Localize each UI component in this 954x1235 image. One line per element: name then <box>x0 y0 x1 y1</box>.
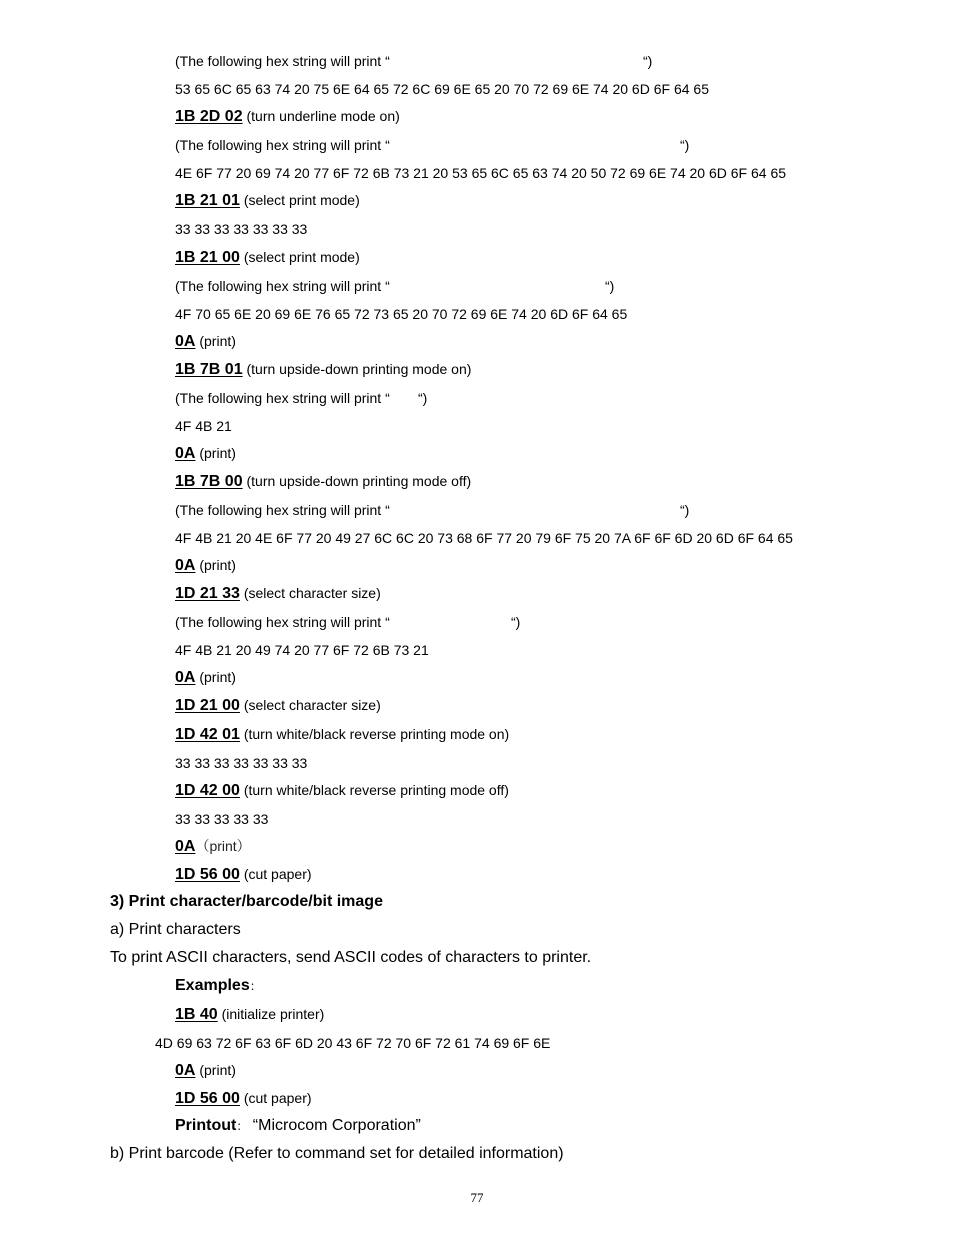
command-code: 1B 7B 00 <box>175 473 243 490</box>
command-desc: (print) <box>195 1062 236 1078</box>
hex-string: 4F 4B 21 20 4E 6F 77 20 49 27 6C 6C 20 73 68 6F 77 20 79 6F 75 20 7A 6F 6F 6D 20 6D 6F 64 65 <box>175 530 793 546</box>
note-prefix: (The following hex string will print “ <box>175 502 390 518</box>
command-line <box>175 248 360 267</box>
note-prefix: (The following hex string will print “ <box>175 137 390 153</box>
hex-string: 4F 70 65 6E 20 69 6E 76 65 72 73 65 20 70 72 69 6E 74 20 6D 6F 64 65 <box>175 306 628 322</box>
hex-string: 4E 6F 77 20 69 74 20 77 6F 72 6B 73 21 20 53 65 6C 65 63 74 20 50 72 69 6E 74 20 6D 6F 64 65 <box>175 165 787 181</box>
command-desc: (turn upside-down printing mode on) <box>242 361 472 377</box>
command-line <box>175 1061 236 1080</box>
command-code: 1B 21 01 <box>175 192 240 209</box>
command-code: 1B 2D 02 <box>175 108 243 125</box>
command-code: 1B 7B 01 <box>175 361 243 378</box>
note-suffix: “) <box>511 614 521 630</box>
command-desc: (select character size) <box>239 585 381 601</box>
command-line <box>175 444 236 463</box>
command-line <box>175 107 400 126</box>
command-desc: (turn white/black reverse printing mode off) <box>239 782 509 798</box>
command-code: 0A <box>175 669 196 686</box>
command-line <box>175 332 236 351</box>
hex-string-note <box>175 136 690 154</box>
command-line <box>175 696 381 715</box>
note-suffix: “) <box>680 137 690 153</box>
command-desc: (select character size) <box>239 697 381 713</box>
command-code: 1D 42 00 <box>175 782 240 799</box>
command-desc: (cut paper) <box>239 1090 312 1106</box>
command-code: 0A <box>175 838 196 855</box>
examples-colon: ： <box>249 979 262 993</box>
command-desc: (select print mode) <box>239 249 360 265</box>
command-line <box>175 837 251 856</box>
command-code: 1D 56 00 <box>175 866 240 883</box>
command-line <box>175 191 360 210</box>
hex-string: 53 65 6C 65 63 74 20 75 6E 64 65 72 6C 69 6E 65 20 70 72 69 6E 74 20 6D 6F 64 65 <box>175 81 709 97</box>
command-desc: (initialize printer) <box>217 1006 325 1022</box>
hex-string: 33 33 33 33 33 <box>175 811 269 827</box>
command-desc: (cut paper) <box>239 866 312 882</box>
examples-heading <box>175 977 262 995</box>
command-code: 1D 42 01 <box>175 726 240 743</box>
command-line <box>175 1005 324 1024</box>
note-prefix: (The following hex string will print “ <box>175 614 390 630</box>
subsection-a: a) Print characters <box>110 921 241 938</box>
hex-string: 4F 4B 21 20 49 74 20 77 6F 72 6B 73 21 <box>175 642 429 658</box>
command-code: 0A <box>175 1062 196 1079</box>
command-desc: (print) <box>195 333 236 349</box>
hex-string-note <box>175 277 615 295</box>
section-heading: 3) Print character/barcode/bit image <box>110 893 383 910</box>
command-line <box>175 472 471 491</box>
command-code: 0A <box>175 445 196 462</box>
command-desc: (turn upside-down printing mode off) <box>242 473 472 489</box>
command-line <box>175 556 236 575</box>
command-line <box>175 584 381 603</box>
subsection-b: b) Print barcode (Refer to command set for detailed information) <box>110 1145 564 1162</box>
note-prefix: (The following hex string will print “ <box>175 390 390 406</box>
command-line <box>175 360 471 379</box>
printout-value: “Microcom Corporation” <box>248 1117 421 1134</box>
command-desc: (print) <box>195 557 236 573</box>
note-prefix: (The following hex string will print “ <box>175 53 390 69</box>
hex-string-note <box>175 501 690 519</box>
note-suffix: “) <box>643 53 653 69</box>
hex-string-note <box>175 613 521 631</box>
command-code: 1B 21 00 <box>175 249 240 266</box>
hex-string: 33 33 33 33 33 33 33 <box>175 755 308 771</box>
command-line <box>175 865 312 884</box>
command-desc: (print) <box>195 445 236 461</box>
command-code: 0A <box>175 557 196 574</box>
examples-label: Examples <box>175 977 250 994</box>
note-suffix: “) <box>418 390 428 406</box>
command-desc: (print) <box>195 669 236 685</box>
hex-string-note <box>175 52 653 70</box>
intro-text: To print ASCII characters, send ASCII codes of characters to printer. <box>110 949 592 966</box>
hex-string: 4F 4B 21 <box>175 418 232 434</box>
note-suffix: “) <box>605 278 615 294</box>
command-desc: (turn underline mode on) <box>242 108 400 124</box>
note-prefix: (The following hex string will print “ <box>175 278 390 294</box>
printout-colon: ： <box>236 1119 249 1133</box>
command-desc: （print） <box>195 838 251 854</box>
hex-string: 4D 69 63 72 6F 63 6F 6D 20 43 6F 72 70 6F 72 61 74 69 6F 6E <box>155 1035 551 1051</box>
command-code: 1D 21 33 <box>175 585 240 602</box>
note-suffix: “) <box>680 502 690 518</box>
printout-label: Printout <box>175 1117 237 1134</box>
command-desc: (turn white/black reverse printing mode on) <box>239 726 510 742</box>
command-line <box>175 781 509 800</box>
hex-string-note <box>175 389 428 407</box>
command-code: 1B 40 <box>175 1006 218 1023</box>
printout-line <box>175 1117 421 1135</box>
hex-string: 33 33 33 33 33 33 33 <box>175 221 308 237</box>
command-code: 1D 21 00 <box>175 697 240 714</box>
command-code: 0A <box>175 333 196 350</box>
command-desc: (select print mode) <box>239 192 360 208</box>
command-line <box>175 668 236 687</box>
command-code: 1D 56 00 <box>175 1090 240 1107</box>
command-line <box>175 725 509 744</box>
command-line <box>175 1089 312 1108</box>
page-number: 77 <box>470 1190 484 1205</box>
